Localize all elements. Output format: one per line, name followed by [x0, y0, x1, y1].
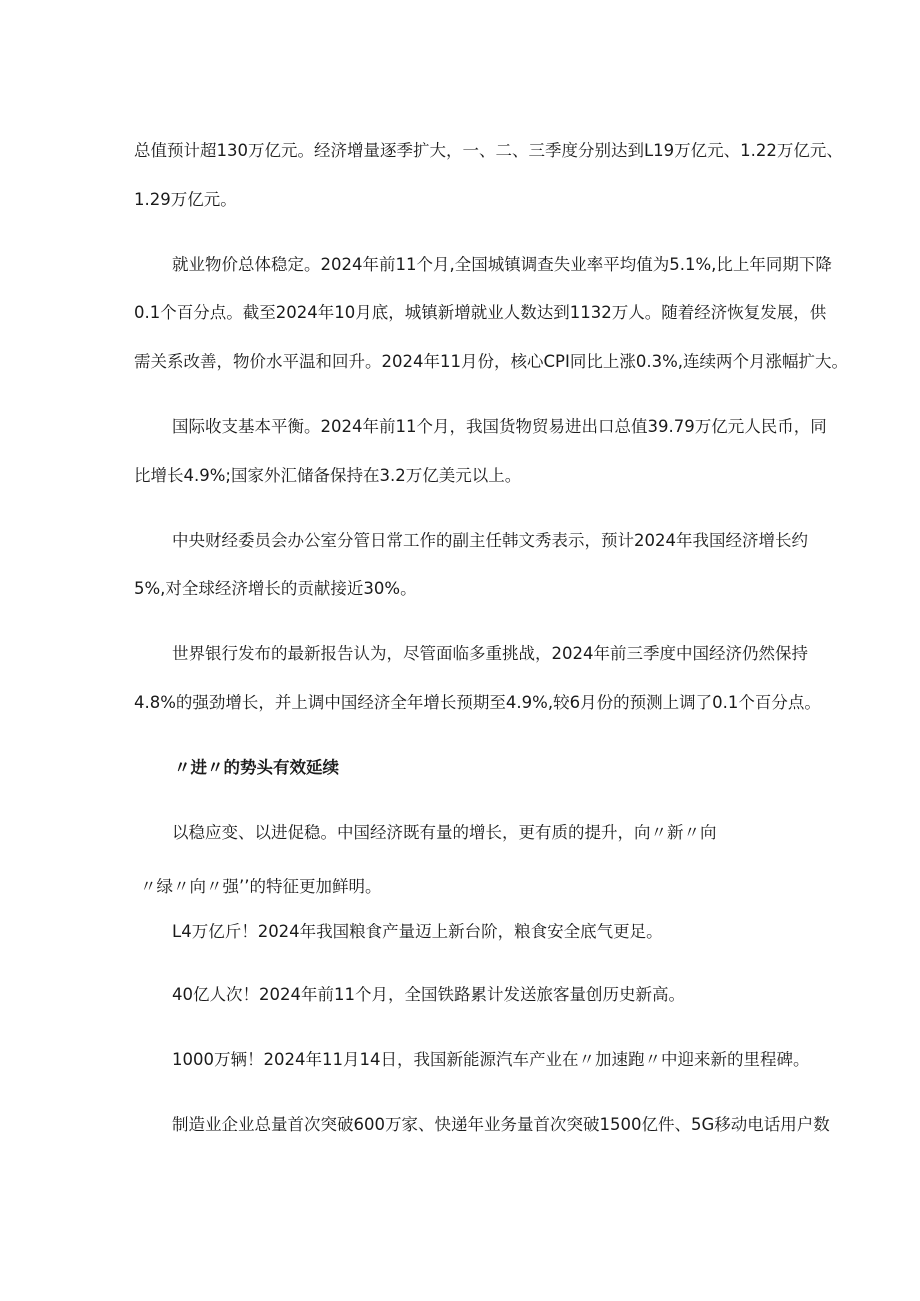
paragraph-line: 0.1个百分点。截至2024年10月底，城镇新增就业人数达到1132万人。随着经济恢复发展，供	[134, 303, 827, 322]
paragraph-line: 以稳应变、以进促稳。中国经济既有量的增长，更有质的提升，向〃新〃向	[172, 823, 717, 842]
paragraph-line: 总值预计超130万亿元。经济增量逐季扩大，一、二、三季度分别达到L19万亿元、1.22万亿元、	[134, 141, 843, 160]
paragraph-line: 需关系改善，物价水平温和回升。2024年11月份，核心CPI同比上涨0.3%,连续两个月涨幅扩大。	[134, 352, 848, 371]
paragraph-line: 中央财经委员会办公室分管日常工作的副主任韩文秀表示，预计2024年我国经济增长约	[172, 531, 808, 550]
paragraph-line: 制造业企业总量首次突破600万家、快递年业务量首次突破1500亿件、5G移动电话用户数	[172, 1115, 830, 1134]
paragraph-line: 1000万辆！2024年11月14日，我国新能源汽车产业在〃加速跑〃中迎来新的里程碑。	[172, 1050, 810, 1069]
paragraph-line: 〃绿〃向〃强’’的特征更加鲜明。	[140, 877, 382, 896]
paragraph-line: 40亿人次！2024年前11个月，全国铁路累计发送旅客量创历史新高。	[172, 985, 685, 1004]
paragraph-line: L4万亿斤！2024年我国粮食产量迈上新台阶，粮食安全底气更足。	[172, 922, 663, 941]
section-heading: 〃进〃的势头有效延续	[174, 758, 339, 777]
paragraph-line: 4.8%的强劲增长，并上调中国经济全年增长预期至4.9%,较6月份的预测上调了0.1个百分点。	[134, 693, 821, 712]
paragraph-line: 国际收支基本平衡。2024年前11个月，我国货物贸易进出口总值39.79万亿元人民币，同	[172, 417, 827, 436]
paragraph-line: 比增长4.9%;国家外汇储备保持在3.2万亿美元以上。	[134, 466, 522, 485]
paragraph-line: 5%,对全球经济增长的贡献接近30%。	[134, 579, 417, 598]
paragraph-line: 1.29万亿元。	[134, 190, 237, 209]
paragraph-line: 就业物价总体稳定。2024年前11个月,全国城镇调查失业率平均值为5.1%,比上年同期下降	[172, 255, 832, 274]
paragraph-line: 世界银行发布的最新报告认为，尽管面临多重挑战，2024年前三季度中国经济仍然保持	[172, 644, 808, 663]
